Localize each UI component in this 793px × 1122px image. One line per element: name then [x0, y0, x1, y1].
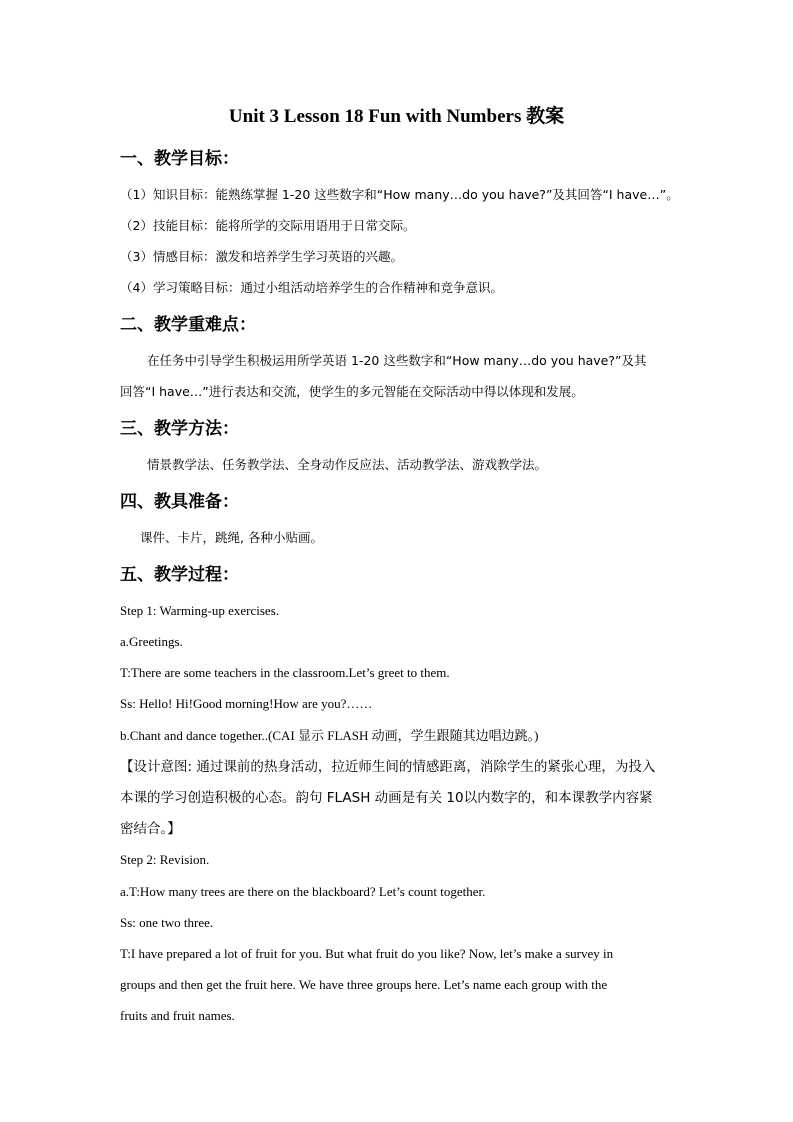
- document-title: Unit 3 Lesson 18 Fun with Numbers 教案: [228, 106, 565, 127]
- process-line: a.T:How many trees are there on the blackboard? Let’s count together.: [120, 884, 486, 899]
- teaching-aids-text: 课件、卡片，跳绳, 各种小贴画。: [140, 530, 323, 545]
- process-line: fruits and fruit names.: [120, 1008, 235, 1023]
- process-line: Step 1: Warming-up exercises.: [120, 603, 280, 618]
- goal-item-3: （3）情感目标：激发和培养学生学习英语的兴趣。: [120, 249, 403, 264]
- process-line: Step 2: Revision.: [120, 852, 210, 867]
- design-intent-line-3: 密结合。】: [120, 821, 181, 837]
- process-line: groups and then get the fruit here. We have three groups here. Let’s name each group with the: [120, 977, 608, 992]
- process-line: Ss: Hello! Hi!Good morning!How are you?……: [120, 696, 373, 711]
- goal-item-4: （4）学习策略目标：通过小组活动培养学生的合作精神和竞争意识。: [120, 280, 503, 295]
- heading-teaching-aids: 四、教具准备：: [120, 492, 239, 512]
- heading-key-points: 二、教学重难点：: [120, 315, 256, 335]
- key-points-line-1: 在任务中引导学生积极运用所学英语 1-20 这些数字和“How many…do you have?”及其: [147, 353, 647, 368]
- process-line: b.Chant and dance together..(CAI 显示 FLASH 动画，学生跟随其边唱边跳。): [120, 728, 539, 743]
- key-points-line-2: 回答“I have…”进行表达和交流，使学生的多元智能在交际活动中得以体现和发展。: [120, 384, 584, 399]
- process-line: T:There are some teachers in the classroom.Let’s greet to them.: [120, 665, 450, 680]
- goal-item-1: （1）知识目标：能熟练掌握 1-20 这些数字和“How many…do you have?”及其回答“I have…”。: [120, 187, 679, 202]
- heading-teaching-goals: 一、教学目标：: [120, 149, 239, 169]
- design-intent-line-1: 【设计意图: 通过课前的热身活动，拉近师生间的情感距离，消除学生的紧张心理，为投入: [120, 759, 656, 775]
- heading-teaching-process: 五、教学过程：: [120, 565, 239, 585]
- design-intent-line-2: 本课的学习创造积极的心态。韵句 FLASH 动画是有关 10以内数字的，和本课教学内容紧: [120, 790, 653, 806]
- goal-item-2: （2）技能目标：能将所学的交际用语用于日常交际。: [120, 218, 416, 233]
- teaching-methods-text: 情景教学法、任务教学法、全身动作反应法、活动教学法、游戏教学法。: [147, 457, 548, 472]
- heading-teaching-methods: 三、教学方法：: [120, 419, 239, 439]
- process-line: a.Greetings.: [120, 634, 183, 649]
- process-line: Ss: one two three.: [120, 915, 214, 930]
- process-line: T:I have prepared a lot of fruit for you. But what fruit do you like? Now, let’s make a survey in: [120, 946, 614, 961]
